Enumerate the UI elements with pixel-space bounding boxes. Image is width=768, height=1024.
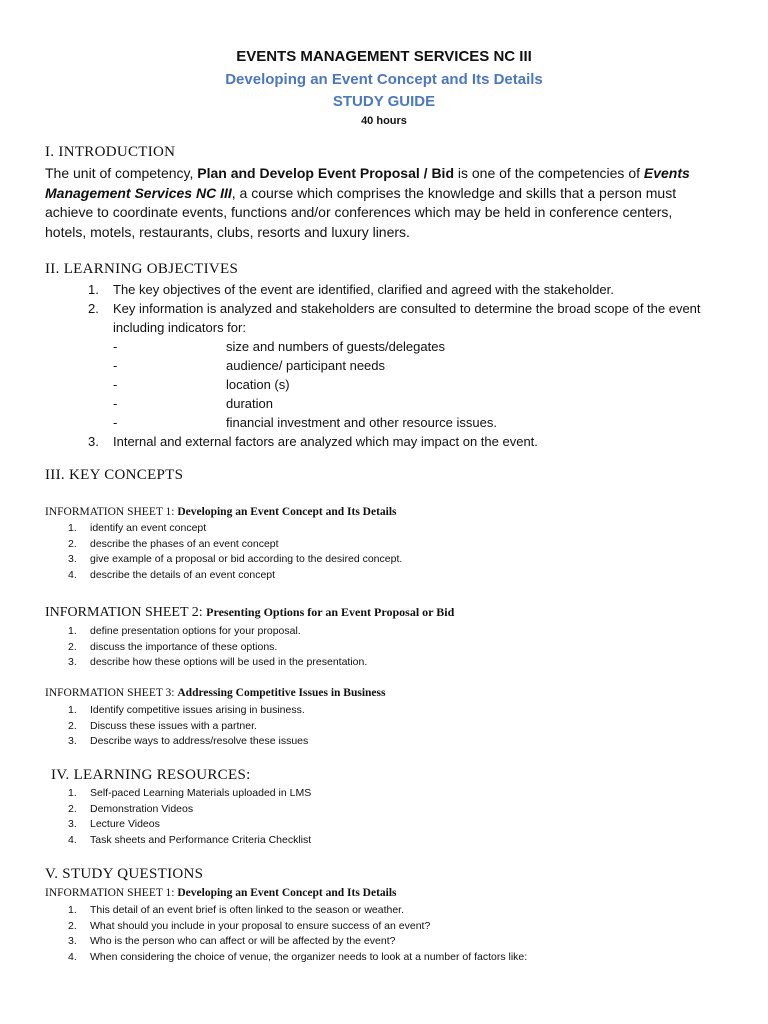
- list-text: identify an event concept: [90, 522, 207, 534]
- list-number: 2.: [68, 719, 77, 732]
- list-number: 2.: [68, 802, 77, 815]
- list-text: describe the phases of an event concept: [90, 537, 279, 550]
- indicator-item: [88, 394, 713, 413]
- list-item: [68, 624, 367, 640]
- document-subtitle: Developing an Event Concept and Its Details: [225, 71, 543, 88]
- sheet-title: Addressing Competitive Issues in Business: [177, 687, 386, 699]
- sheet-label: INFORMATION SHEET 2:: [45, 605, 207, 620]
- list-number: 2.: [68, 640, 77, 653]
- list-number: 3.: [68, 656, 77, 669]
- indicator-item: [88, 413, 713, 432]
- list-text: Lecture Videos: [90, 818, 160, 831]
- objectives-list: [88, 280, 713, 451]
- study-questions-sheet-1-heading: [45, 887, 397, 899]
- list-text: What should you include in your proposal to ensure success of an event?: [90, 919, 431, 932]
- list-number: 4.: [68, 569, 77, 582]
- objective-item: [88, 280, 713, 299]
- objectives-heading: II. LEARNING OBJECTIVES: [45, 261, 239, 277]
- list-text: Describe ways to address/resolve these issues: [90, 735, 309, 748]
- list-item: [68, 521, 402, 537]
- list-text: This detail of an event brief is often linked to the season or weather.: [90, 904, 405, 916]
- list-number: 4.: [68, 834, 77, 847]
- list-item: [68, 719, 308, 735]
- intro-text-3: , a course which comprises the knowledge and skills that a person must achieve to coordinate events, functions and/or conferences which may be held in conference centers, hotels, motels, restaurants, clubs, resorts and luxury liners.: [45, 184, 677, 240]
- indicator-item: [88, 375, 713, 394]
- list-number: 2.: [88, 301, 99, 316]
- list-number: 1.: [88, 282, 99, 297]
- list-item: [68, 703, 308, 719]
- indicator-item: [88, 337, 713, 356]
- dash-bullet: -: [113, 396, 118, 411]
- list-text: Self-paced Learning Materials uploaded in LMS: [90, 787, 312, 799]
- list-text: Task sheets and Performance Criteria Checklist: [90, 834, 312, 847]
- objective-item: [88, 432, 713, 451]
- info-sheet-2-list: [68, 624, 367, 671]
- list-text: When considering the choice of venue, the organizer needs to look at a number of factors like:: [90, 951, 528, 964]
- list-text: Demonstration Videos: [90, 802, 194, 815]
- list-item: [68, 568, 402, 584]
- document-title: EVENTS MANAGEMENT SERVICES NC III: [236, 48, 532, 65]
- list-text: describe the details of an event concept: [90, 569, 276, 582]
- sheet-title: Developing an Event Concept and Its Details: [177, 887, 397, 899]
- list-text: give example of a proposal or bid according to the desired concept.: [90, 553, 403, 566]
- objective-text: Key information is analyzed and stakeholders are consulted to determine the broad scope of the event including indicators for:: [113, 301, 701, 335]
- indicator-text: duration: [226, 396, 273, 411]
- list-number: 1.: [68, 904, 77, 916]
- list-number: 1.: [68, 522, 77, 534]
- hours-label: 40 hours: [361, 115, 407, 127]
- objective-text: The key objectives of the event are identified, clarified and agreed with the stakeholder.: [113, 282, 614, 297]
- study-guide-label: STUDY GUIDE: [332, 93, 436, 110]
- resources-list: [68, 786, 311, 849]
- indicator-text: audience/ participant needs: [226, 358, 386, 373]
- list-text: Discuss these issues with a partner.: [90, 719, 257, 732]
- objective-text: Internal and external factors are analyzed which may impact on the event.: [113, 434, 538, 449]
- key-concepts-heading: III. KEY CONCEPTS: [45, 467, 184, 483]
- list-text: describe how these options will be used in the presentation.: [90, 656, 368, 669]
- dash-bullet: -: [113, 339, 118, 354]
- list-number: 3.: [68, 553, 77, 566]
- list-text: define presentation options for your proposal.: [90, 625, 301, 637]
- unit-name: Plan and Develop Event Proposal / Bid: [197, 165, 454, 181]
- sheet-label: INFORMATION SHEET 1:: [45, 506, 178, 518]
- intro-text-1: The unit of competency,: [45, 165, 198, 181]
- list-item: [68, 903, 527, 919]
- list-item: [68, 655, 367, 671]
- sheet-title: Developing an Event Concept and Its Details: [177, 506, 397, 518]
- list-number: 3.: [68, 818, 77, 831]
- learning-resources-heading: IV. LEARNING RESOURCES:: [51, 767, 251, 783]
- course-name: Events Management Services NC III: [45, 165, 690, 201]
- list-item: [68, 552, 402, 568]
- info-sheet-1-heading: [45, 506, 397, 518]
- introduction-heading: I. INTRODUCTION: [45, 144, 176, 160]
- list-number: 2.: [68, 537, 77, 550]
- list-number: 3.: [88, 434, 99, 449]
- list-text: Identify competitive issues arising in business.: [90, 704, 305, 716]
- list-item: [68, 919, 527, 935]
- info-sheet-1-list: [68, 521, 402, 584]
- info-sheet-3-list: [68, 703, 308, 750]
- list-number: 1.: [68, 787, 77, 799]
- indicator-text: size and numbers of guests/delegates: [226, 339, 445, 354]
- list-item: [68, 640, 367, 656]
- list-number: 1.: [68, 625, 77, 637]
- list-item: [68, 786, 311, 802]
- indicator-item: [88, 356, 713, 375]
- list-text: discuss the importance of these options.: [90, 640, 278, 653]
- list-item: [68, 734, 308, 750]
- list-item: [68, 934, 527, 950]
- list-number: 4.: [68, 951, 77, 964]
- list-item: [68, 833, 311, 849]
- list-number: 3.: [68, 935, 77, 948]
- list-number: 3.: [68, 735, 77, 748]
- list-item: [68, 950, 527, 966]
- dash-bullet: -: [113, 415, 118, 430]
- list-number: 2.: [68, 919, 77, 932]
- dash-bullet: -: [113, 358, 118, 373]
- objective-item: [88, 299, 713, 337]
- list-item: [68, 537, 402, 553]
- list-text: Who is the person who can affect or will be affected by the event?: [90, 935, 396, 948]
- study-questions-heading: V. STUDY QUESTIONS: [45, 866, 204, 882]
- dash-bullet: -: [113, 377, 118, 392]
- sheet-label: INFORMATION SHEET 1:: [45, 887, 178, 899]
- list-number: 1.: [68, 704, 77, 716]
- info-sheet-2-heading: [45, 605, 454, 621]
- list-item: [68, 817, 311, 833]
- study-questions-list: [68, 903, 527, 966]
- introduction-paragraph: [45, 164, 715, 242]
- list-item: [68, 802, 311, 818]
- info-sheet-3-heading: [45, 687, 385, 699]
- intro-text-2: is one of the competencies of: [454, 165, 644, 181]
- sheet-label: INFORMATION SHEET 3:: [45, 687, 178, 699]
- indicator-text: financial investment and other resource issues.: [226, 415, 497, 430]
- sheet-title: Presenting Options for an Event Proposal or Bid: [206, 605, 455, 619]
- indicator-text: location (s): [226, 377, 290, 392]
